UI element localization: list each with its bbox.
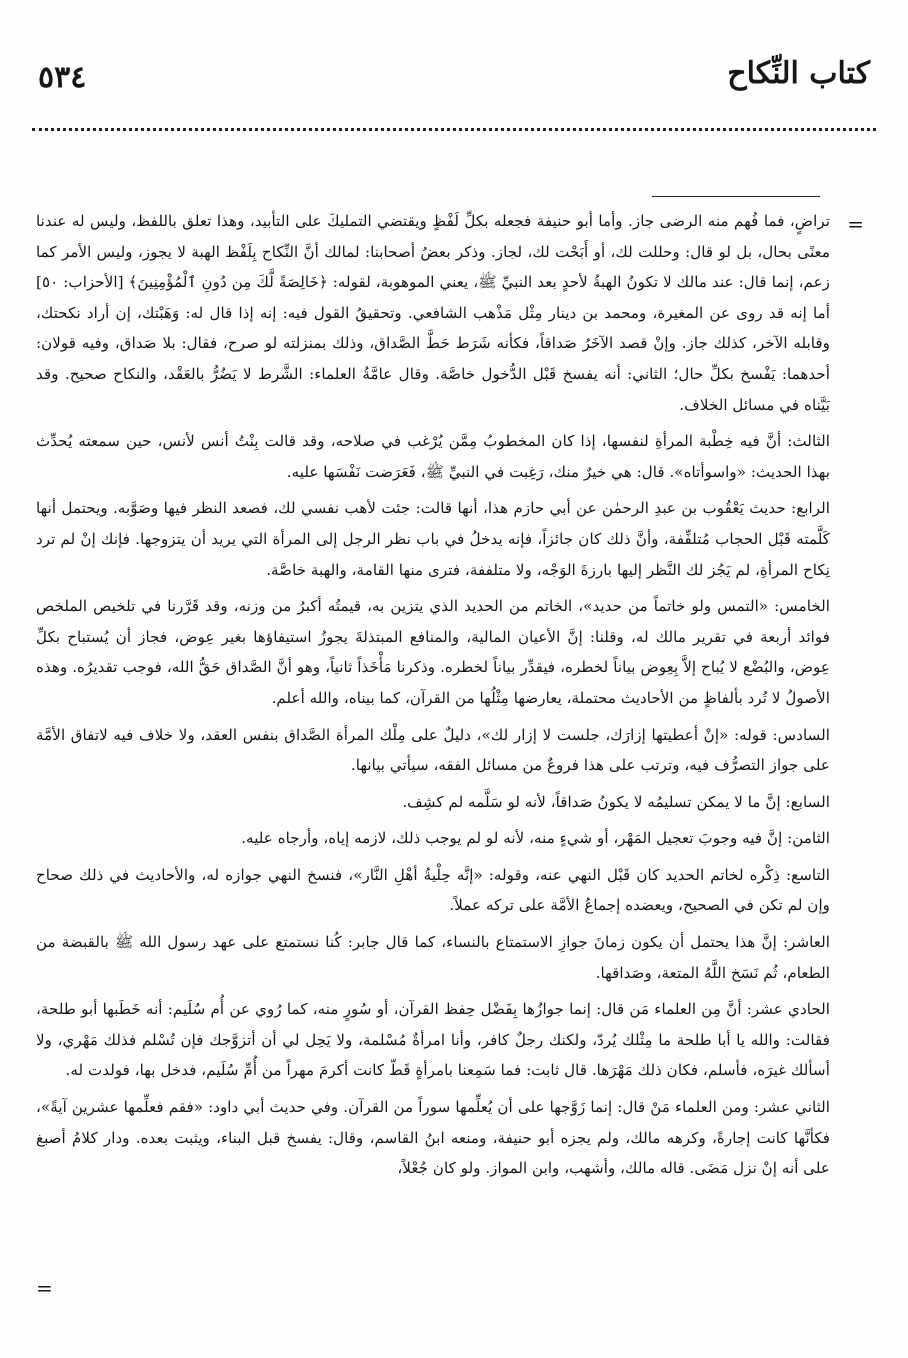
paragraph: السادس: قوله: «إنْ أعطيتها إزارَك، جلست لا إزار لك»، دليلٌ على مِلْك المرأة الصَّداق بنفس العقد، ولا خلاف فيه لاتفاق الأمَّة على جواز التصرُّف فيه، وترتب على هذا فروعٌ من مسائل الفقه، سيأتي بيانها. (36, 725, 830, 775)
paragraph: تراضٍ، فما فُهم منه الرضى جاز. وأما أبو حنيفة فجعله بكلِّ لَفْظٍ ويقتضي التمليكَ على التأبيد، وهذا تعلق باللفظ، وليس له عندنا معنًى بحال، بل لو قال: وحللت لك، أو أَبَحْت لك، لجاز. وذكر بعضُ أصحابنا: لمالك أنَّ النِّكاح بِلَفْظ الهبة لا يجوز، وليس الأمر كما زعم، إنما قال: عند مالك لا تكونُ الهبةُ لأحدٍ بعد النبيِّ ﷺ، يعني الموهوبة، لقوله: ﴿خَالِصَةً لَّكَ مِن دُونِ ٱلْمُؤْمِنِينَ﴾ [الأحزاب: ٥٠] أما إنه قد روى عن المغيرة، ومحمد بن دينار مِثْل مَذْهب الشافعي. وتحقيقُ القول فيه: إنه إذا قال له: وَهَبْتك، إن أراد نكحتك، وقابله الآخر، كذلك جاز. وإنْ قصد الآخَرُ صَداقاً، فكأنه شَرَط حَطَّ الصَّداق، وذلك بمنزلته لو صرح، فقال: بلا صَداق، وفيه قولان: أحدهما: يَفْسخ بكلِّ حال؛ الثاني: أنه يفسخ قَبْل الدُّخول خاصَّة. وقال عامَّةُ العلماء: الشَّرط لا يَضُرُّ بالعَقْد، والنكاح صحيح. وقد بَيَّناه في مسائل الخلاف. (36, 212, 830, 414)
paragraph: الخامس: «التمس ولو خاتماً من حديد»، الخاتم من الحديد الذي يتزين به، قيمتُه أكبرُ من وزنه، وقد قَرَّرنا في تلخيص الملخص فوائد أربعة في تقرير مالك له، وقلنا: إنَّ الأعيان المالية، والمنافع المبتذلةَ يجوزُ استيفاؤها بغير عِوض، فجاز أن يُستباح بكلِّ عِوض، والبُضْع لا يُباح إلاَّ بِعِوض بياناً لخطره، فيقدِّر بياناً لخطره. وذكرنا مَأْخَذاً ثانياً، وهو أنَّ الصَّداق حَقُّ الله، فوجب تقديرُه. وهذه الأصولُ لا تُرد بألفاظٍ من الأحاديث محتملة، يعارضها مِثْلُها من القرآن، كما بيناه، والله أعلم. (36, 597, 830, 707)
continuation-marker-bottom: = (36, 1276, 53, 1300)
paragraph: الثالث: أنَّ فيه خِطْبة المرأةِ لنفسها، إذا كان المخطوبُ مِمَّن يُرْغب في صلاحه، وقد قالت بِنْتُ أنس لأنس، حين سمعته يُحدِّث بهذا الحديث: «واسوأتاه». قال: هي خيرٌ منك، رَغِبت في النبيِّ ﷺ، فَعَرَضت نَفْسَها عليه. (36, 432, 830, 481)
paragraph: الرابع: حديث يَعْقُوب بن عبدِ الرحمٰن عن أبي حازم هذا، أنها قالت: جئت لأهب نفسي لك، فصعد النظر فيها وصَوَّبه. ويحتمل أنها كَلَّمته قَبْل الحجاب مُتلفِّفة، وأنَّ ذلك كان جائزاً، فإنه يدخلُ في باب نظر الرجل إلى المرأة التي يريد أن يتزوجها. فإنك إنْ لم ترد نِكاح المرأةِ، لم يَجُز لك النَّظر إليها بارزةَ الوَجْه، ولا متلففة، فترى منها القامة، والهبة خاصَّة. (36, 499, 830, 579)
paragraph: الثامن: إنَّ فيه وجوبَ تعجيل المَهْر، أو شيءٍ منه، لأنه لو لم يوجب ذلك، لازمه إياه، وأرجاه عليه. (241, 829, 830, 848)
page-number: ٥٣٤ (38, 60, 87, 95)
paragraph: الثاني عشر: ومن العلماء مَنْ قال: إنما زَوَّجها على أن يُعلِّمها سوراً من القرآن. وفي حديث أبي داود: «فقم فعلِّمها عشرين آيةً»، فكأنَّها كانت إجارةً، وكرهه مالك، ولم يجزه أبو حنيفة، ومنعه ابنُ القاسم، وقال: يفسخ قبل البناء، ويثبت بعده. ودار كلامُ أصبغ على أنه إنْ نزل مَضَى. قاله مالك، وأشهب، وابن المواز. ولو كان جُعْلاً، (36, 1098, 830, 1178)
page-header (38, 56, 870, 116)
paragraph: الحادي عشر: أنَّ مِن العلماء مَن قال: إنما جوازُها بِفَضْل حِفظ القرآن، أو سُورٍ منه، كما رُوي عن أُم سُلَيم: أنه خَطَبها أبو طلحة، فقالت: والله يا أبا طلحة ما مِثْلك يُردّ، ولكنك رجلٌ كافر، وأنا امرأةٌ مُسْلمة، ولا يَحِل لي أن أتزوَّجك فإن تُسْلم فذلك مَهْري، ولا أسألك غيرَه، فأسلم، فكان ذلك مَهْرَها. قال ثابت: فما سَمِعنا بامرأةٍ قَطّ كانت أكرمَ مهراً من أُمِّ سُلَيم، فدخل بها، فولدت له. (36, 1000, 830, 1080)
paragraph: العاشر: إنَّ هذا يحتمل أن يكون زمانَ جوازِ الاستمتاع بالنساء، كما قال جابر: كُنا نستمتع على عهد رسول الله ﷺ بالقبضة من الطعام، ثُم نَسَخ اللَّهُ المتعة، وصَداقها. (36, 933, 830, 982)
paragraph: التاسع: ذِكْره لخاتم الحديد كان قَبْل النهي عنه، وقوله: «إنَّه حِلْيةُ أهْلِ النَّار»، فنسخ النهي جوازه له، والأحاديث في ذلك صحاح وإن لم تكن في الصحيح، ويعضده إجماعُ الأمَّة على تركه عملاً. (36, 865, 830, 915)
paragraph: السابع: إنَّ ما لا يمكن تسليمُه لا يكونُ صَداقاً، لأنه لو سَلَّمه لم كشِف. (402, 792, 830, 811)
continuation-marker-top: = (847, 212, 864, 236)
running-title: كتاب النِّكاح (727, 56, 870, 91)
footnote-rule (652, 196, 820, 197)
footnote-body (36, 206, 830, 1190)
dotted-divider (32, 128, 876, 131)
